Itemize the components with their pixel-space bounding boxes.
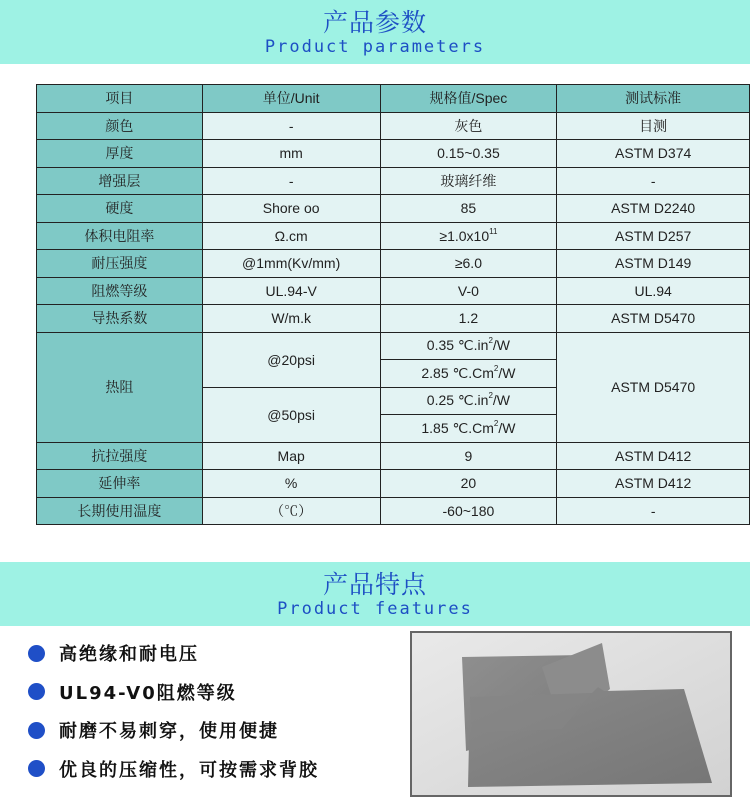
row-unit: Map — [202, 442, 380, 470]
table-row — [37, 277, 750, 305]
row-unit: - — [202, 112, 380, 140]
row-item: 阻燃等级 — [37, 277, 203, 305]
row-spec: 1.2 — [380, 305, 557, 333]
product-sheets-image — [412, 633, 730, 795]
row-spec: -60~180 — [380, 497, 557, 525]
row-spec — [380, 222, 557, 250]
table-row — [37, 112, 750, 140]
spec-base: ≥1.0x10 — [439, 227, 490, 244]
row-item: 硬度 — [37, 195, 203, 223]
row-spec — [380, 332, 557, 360]
table-row — [37, 222, 750, 250]
spec-base: 0.25 ℃.in — [426, 392, 489, 409]
feature-item — [28, 634, 319, 673]
features-banner — [0, 562, 750, 626]
row-item: 长期使用温度 — [37, 497, 203, 525]
row-item: 颜色 — [37, 112, 203, 140]
row-unit: - — [202, 167, 380, 195]
spec-exponent: 2 — [488, 336, 493, 346]
row-standard: ASTM D412 — [557, 470, 750, 498]
features-title-en: Product features — [277, 599, 473, 619]
row-unit: （℃） — [202, 497, 380, 525]
row-item: 热阻 — [37, 332, 203, 442]
row-item: 延伸率 — [37, 470, 203, 498]
header-spec: 规格值/Spec — [380, 85, 557, 113]
spec-table — [36, 84, 750, 525]
row-spec: 0.15~0.35 — [380, 140, 557, 168]
row-unit: @1mm(Kv/mm) — [202, 250, 380, 278]
spec-unit: /W — [498, 364, 516, 381]
row-spec — [380, 387, 557, 415]
feature-list — [28, 634, 319, 788]
feature-text: 优良的压缩性，可按需求背胶 — [59, 759, 319, 781]
spec-exponent: 2 — [493, 418, 499, 428]
feature-text: 高绝缘和耐电压 — [59, 644, 199, 666]
spec-base: 2.85 ℃.Cm — [421, 364, 494, 381]
bullet-icon — [28, 683, 45, 700]
row-item: 增强层 — [37, 167, 203, 195]
table-row — [37, 250, 750, 278]
row-item: 抗拉强度 — [37, 442, 203, 470]
row-unit: mm — [202, 140, 380, 168]
row-standard: ASTM D2240 — [557, 195, 750, 223]
row-standard: 目测 — [557, 112, 750, 140]
header-unit: 单位/Unit — [202, 85, 380, 113]
params-title-cn: 产品参数 — [322, 8, 427, 37]
table-row — [37, 167, 750, 195]
spec-base: 1.85 ℃.Cm — [421, 419, 494, 436]
table-row — [37, 305, 750, 333]
row-standard: ASTM D374 — [557, 140, 750, 168]
row-spec — [380, 360, 557, 388]
spec-unit: /W — [498, 419, 516, 436]
spec-unit: /W — [492, 337, 511, 354]
spec-base: 0.35 ℃.in — [426, 337, 489, 354]
table-row — [37, 497, 750, 525]
row-item: 耐压强度 — [37, 250, 203, 278]
row-standard: ASTM D257 — [557, 222, 750, 250]
row-unit: Shore oo — [202, 195, 380, 223]
row-spec: 9 — [380, 442, 557, 470]
table-row — [37, 140, 750, 168]
feature-text: UL94-V0阻燃等级 — [59, 682, 237, 704]
features-title-cn: 产品特点 — [322, 570, 427, 599]
spec-exponent: 2 — [488, 391, 493, 401]
table-header-row — [37, 85, 750, 113]
row-standard: ASTM D412 — [557, 442, 750, 470]
product-photo — [410, 631, 732, 797]
table-row — [37, 332, 750, 360]
header-item: 项目 — [37, 85, 203, 113]
row-standard: ASTM D5470 — [557, 305, 750, 333]
row-unit: W/m.k — [202, 305, 380, 333]
row-unit: UL.94-V — [202, 277, 380, 305]
bullet-icon — [28, 645, 45, 662]
feature-text: 耐磨不易刺穿，使用便捷 — [59, 721, 279, 743]
row-standard: ASTM D149 — [557, 250, 750, 278]
row-unit: @20psi — [202, 332, 380, 387]
row-item: 导热系数 — [37, 305, 203, 333]
row-spec: 玻璃纤维 — [380, 167, 557, 195]
params-banner — [0, 0, 750, 64]
feature-item — [28, 673, 319, 712]
row-unit: Ω.cm — [202, 222, 380, 250]
table-row — [37, 470, 750, 498]
feature-item — [28, 711, 319, 750]
table-row — [37, 442, 750, 470]
row-spec: V-0 — [380, 277, 557, 305]
params-title-en: Product parameters — [264, 37, 486, 57]
row-item: 体积电阻率 — [37, 222, 203, 250]
row-spec: 85 — [380, 195, 557, 223]
row-spec — [380, 415, 557, 443]
row-standard: - — [557, 497, 750, 525]
row-unit: % — [202, 470, 380, 498]
row-unit: @50psi — [202, 387, 380, 442]
row-standard: UL.94 — [557, 277, 750, 305]
row-standard: - — [557, 167, 750, 195]
row-standard: ASTM D5470 — [557, 332, 750, 442]
header-standard: 测试标准 — [557, 85, 750, 113]
spec-unit: /W — [492, 392, 511, 409]
feature-item — [28, 750, 319, 789]
spec-exponent: 2 — [493, 363, 499, 373]
row-item: 厚度 — [37, 140, 203, 168]
table-row — [37, 195, 750, 223]
row-spec: 20 — [380, 470, 557, 498]
spec-exponent: 11 — [489, 226, 498, 236]
bullet-icon — [28, 760, 45, 777]
bullet-icon — [28, 722, 45, 739]
row-spec: ≥6.0 — [380, 250, 557, 278]
row-spec: 灰色 — [380, 112, 557, 140]
